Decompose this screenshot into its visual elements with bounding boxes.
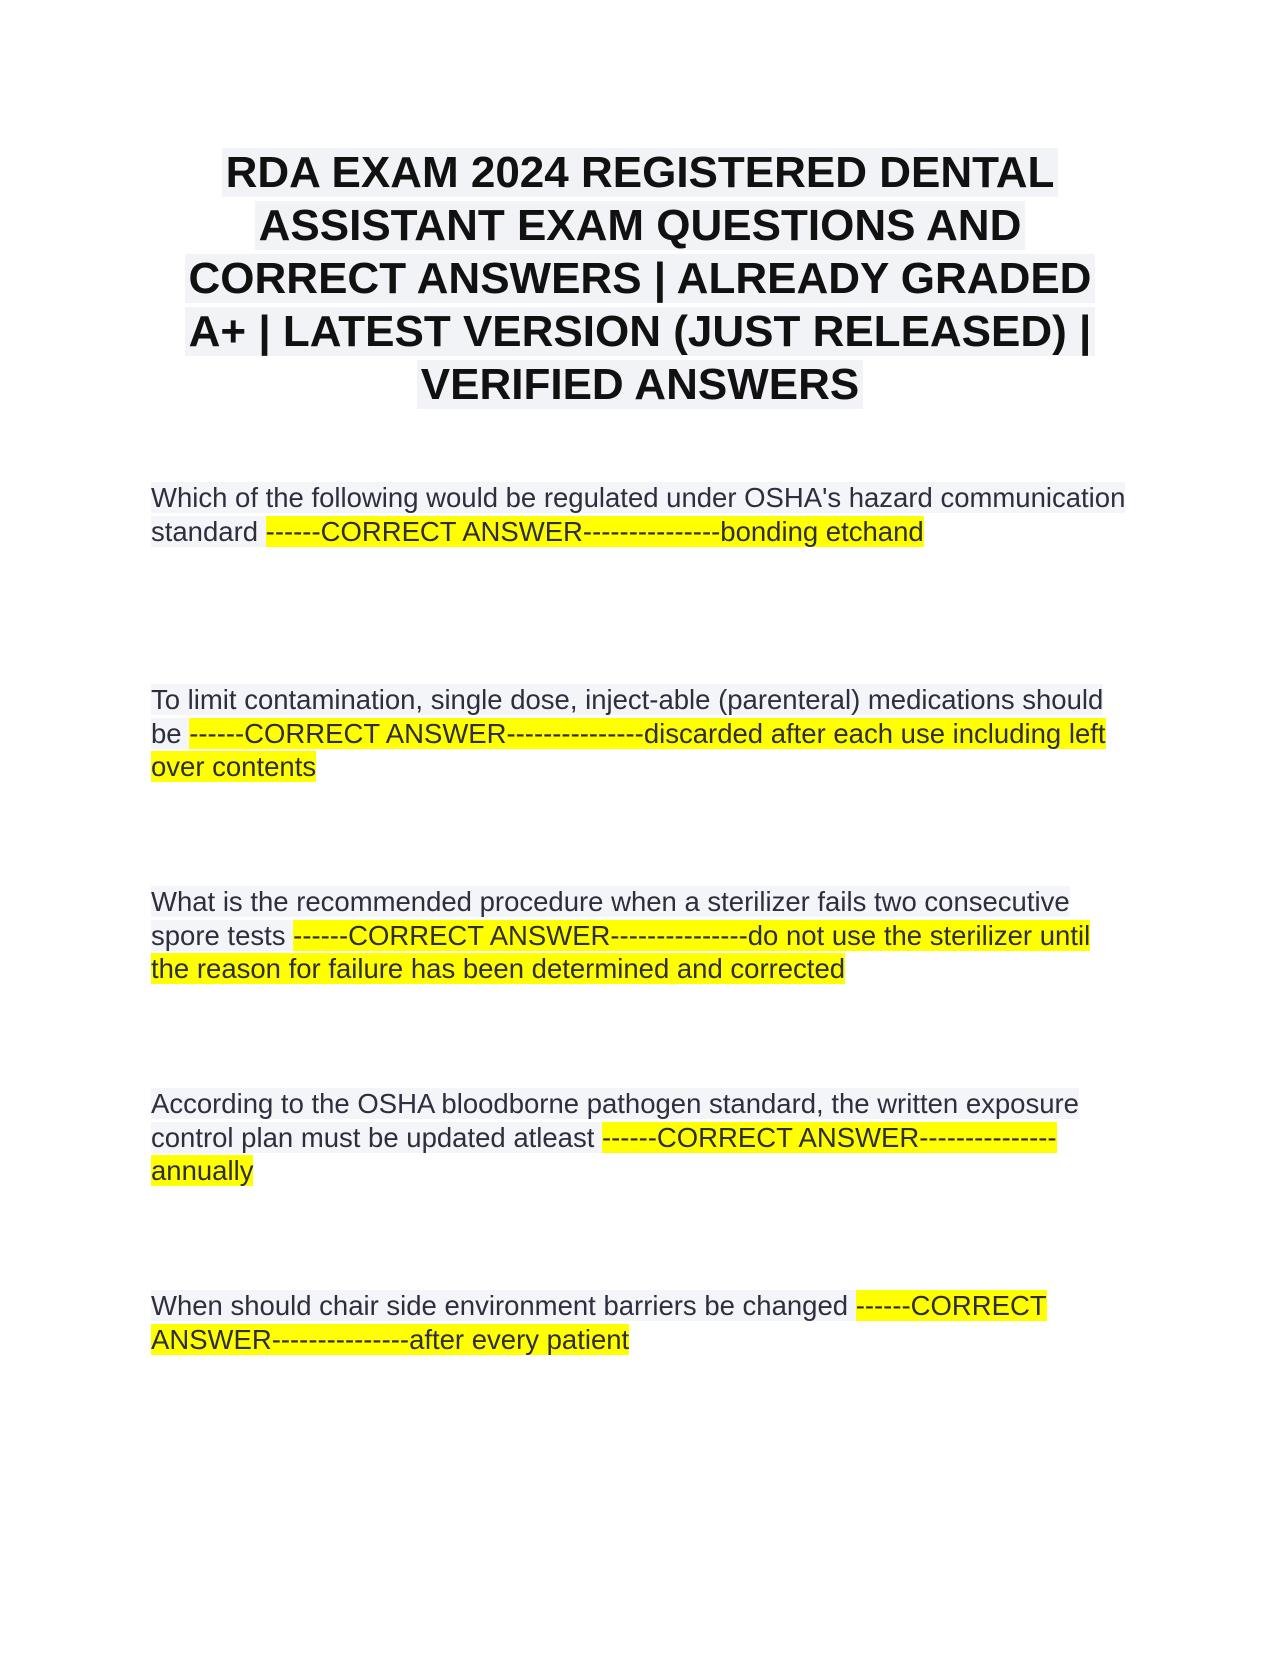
answer-highlight: ------CORRECT ANSWER---------------discarded after each use including left over contents bbox=[151, 717, 1106, 782]
title-line: CORRECT ANSWERS | ALREADY GRADED bbox=[185, 254, 1096, 303]
answer-highlight: ------CORRECT ANSWER---------------after every patient bbox=[151, 1290, 1047, 1355]
question-text: When should chair side environment barriers be changed bbox=[151, 1290, 856, 1321]
title-line: A+ | LATEST VERSION (JUST RELEASED) | bbox=[185, 307, 1096, 356]
title-line: RDA EXAM 2024 REGISTERED DENTAL bbox=[222, 148, 1059, 197]
qa-item bbox=[151, 1289, 1131, 1356]
qa-item bbox=[151, 885, 1131, 986]
question-text: What is the recommended procedure when a sterilizer fails two consecutive spore tests bbox=[151, 886, 1070, 951]
question-text: According to the OSHA bloodborne pathogen standard, the written exposure control plan must be updated atleast bbox=[151, 1088, 1079, 1153]
title-line: VERIFIED ANSWERS bbox=[417, 360, 863, 409]
answer-highlight: ------CORRECT ANSWER---------------annually bbox=[151, 1121, 1057, 1186]
question-text: Which of the following would be regulated under OSHA's hazard communication standard bbox=[151, 482, 1126, 547]
title-line: ASSISTANT EXAM QUESTIONS AND bbox=[255, 201, 1026, 250]
question-text: To limit contamination, single dose, inject-able (parenteral) medications should be bbox=[151, 684, 1104, 749]
answer-highlight: ------CORRECT ANSWER---------------do not use the sterilizer until the reason for failure has been determined and corrected bbox=[151, 919, 1091, 984]
qa-item bbox=[151, 683, 1131, 784]
document-title bbox=[140, 146, 1140, 411]
qa-item bbox=[151, 481, 1131, 548]
qa-item bbox=[151, 1087, 1131, 1188]
answer-highlight: ------CORRECT ANSWER---------------bonding etchand bbox=[265, 515, 924, 547]
